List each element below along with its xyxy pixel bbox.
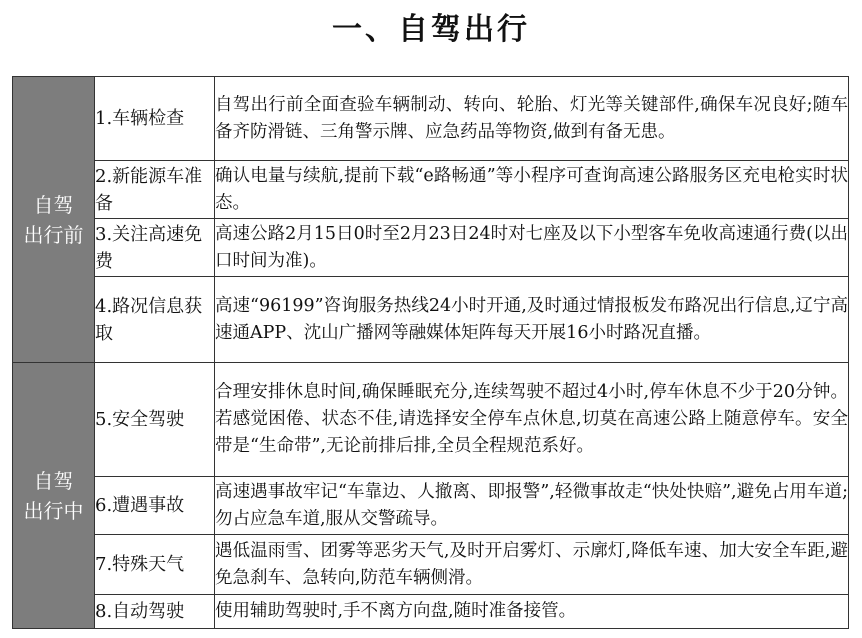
item-name: 2.新能源车准备 <box>95 161 215 219</box>
item-name: 6.遭遇事故 <box>95 477 215 535</box>
item-name: 5.安全驾驶 <box>95 363 215 477</box>
stage-label-line: 出行前 <box>23 222 84 247</box>
stage-label-line: 自驾 <box>33 468 74 493</box>
stage-label-during-trip <box>13 363 95 629</box>
table-row <box>13 363 849 477</box>
item-content: 使用辅助驾驶时,手不离方向盘,随时准备接管。 <box>215 595 849 629</box>
item-content: 合理安排休息时间,确保睡眠充分,连续驾驶不超过4小时,停车休息不少于20分钟。若感觉困倦、状态不佳,请选择安全停车点休息,切莫在高速公路上随意停车。安全带是“生命带”,无论前排后排,全员全程规范系好。 <box>215 363 849 477</box>
item-content: 高速遇事故牢记“车靠边、人撤离、即报警”,轻微事故走“快处快赔”,避免占用车道;勿占应急车道,服从交警疏导。 <box>215 477 849 535</box>
table-row <box>13 477 849 535</box>
item-name: 1.车辆检查 <box>95 77 215 161</box>
table-row <box>13 277 849 363</box>
stage-label-line: 自驾 <box>33 192 74 217</box>
item-content: 高速公路2月15日0时至2月23日24时对七座及以下小型客车免收高速通行费(以出口时间为准)。 <box>215 219 849 277</box>
item-name: 4.路况信息获取 <box>95 277 215 363</box>
stage-label-line: 出行中 <box>23 498 84 523</box>
item-content: 高速“96199”咨询服务热线24小时开通,及时通过情报板发布路况出行信息,辽宁高速通APP、沈山广播网等融媒体矩阵每天开展16小时路况直播。 <box>215 277 849 363</box>
stage-label-before-trip <box>13 77 95 363</box>
item-content: 遇低温雨雪、团雾等恶劣天气,及时开启雾灯、示廓灯,降低车速、加大安全车距,避免急刹车、急转向,防范车辆侧滑。 <box>215 535 849 595</box>
table-row <box>13 161 849 219</box>
table-row <box>13 595 849 629</box>
driving-guide-table <box>12 76 849 629</box>
item-name: 3.关注高速免费 <box>95 219 215 277</box>
item-name: 7.特殊天气 <box>95 535 215 595</box>
item-name: 8.自动驾驶 <box>95 595 215 629</box>
page-title: 一、自驾出行 <box>332 12 530 47</box>
table-row <box>13 535 849 595</box>
table-row <box>13 77 849 161</box>
item-content: 确认电量与续航,提前下载“e路畅通”等小程序可查询高速公路服务区充电枪实时状态。 <box>215 161 849 219</box>
table-row <box>13 219 849 277</box>
item-content: 自驾出行前全面查验车辆制动、转向、轮胎、灯光等关键部件,确保车况良好;随车备齐防滑链、三角警示牌、应急药品等物资,做到有备无患。 <box>215 77 849 161</box>
